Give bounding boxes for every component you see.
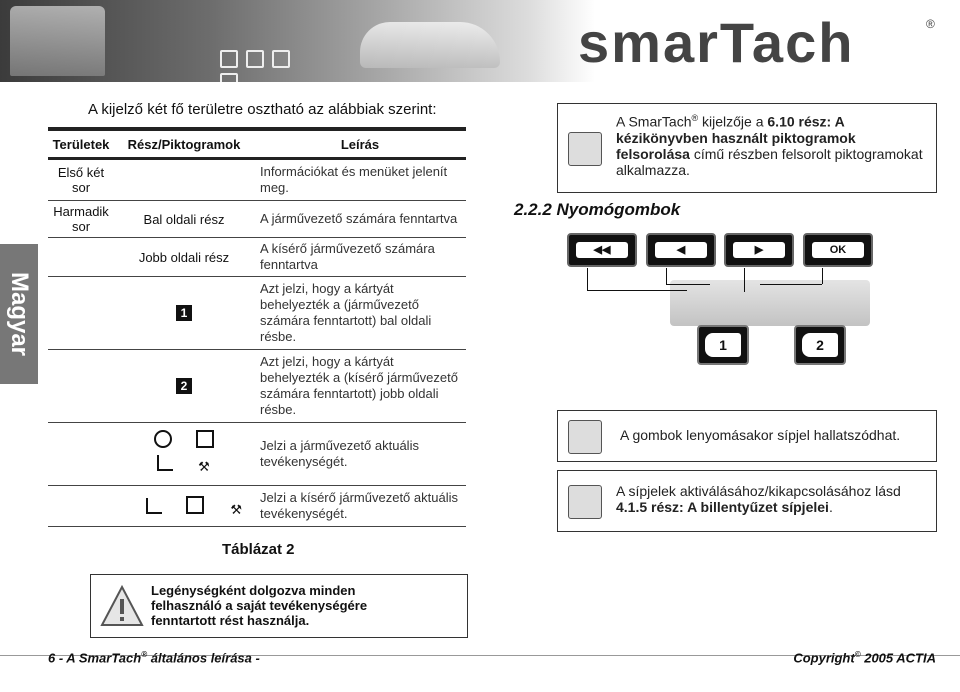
key-ok: OK [803,233,873,267]
card-slot-1-icon: 1 [176,305,192,321]
note-beep: A gombok lenyomásakor sípjel hallatszódhat. [557,410,937,462]
car-image [360,22,500,68]
logo-reg: ® [926,17,935,31]
intro-text: A kijelző két fő területre osztható az alábbiak szerint: [88,101,437,118]
key-back: ◀ [646,233,716,267]
table-row: Jobb oldali rész A kísérő járművezető számára fenntartva [48,238,466,277]
section-title: 2.2.2 Nyomógombok [514,200,681,219]
table-row: 1 Azt jelzi, hogy a kártyát behelyezték a (járművezető számára fenntartott) bal oldali résbe. [48,277,466,350]
table-caption: Táblázat 2 [222,541,295,558]
footer-copyright: Copyright© 2005 ACTIA [793,650,936,666]
logo-text: smarTach [578,14,855,74]
language-tab-label: Magyar [6,271,33,357]
rest-icon [154,430,172,448]
work-bed-icon [157,455,173,471]
availability-icon [186,496,204,514]
note-pictograms: A SmarTach® kijelzője a 6.10 rész: A kézikönyvben használt piktogramok felsorolása című részben felsorolt piktogramokat alkalmazza. [557,103,937,193]
table-row: 2 Azt jelzi, hogy a kártyát behelyezték a (kísérő járművezető számára fenntartott) jobb oldali résbe. [48,350,466,423]
tachograph-device [670,280,870,326]
bed-icon [146,498,162,514]
magnifier-book-icon [568,485,602,519]
table-row: Harmadik sor Bal oldali rész A járművezető számára fenntartva [48,201,466,238]
truck-image [10,6,105,76]
keypad-illustration [567,233,873,267]
key-forward: ▶ [724,233,794,267]
warning-icon [99,583,145,629]
warning-box [90,574,468,638]
table-row: ⚒ Jelzi a járművezető aktuális tevékenységét. [48,423,466,486]
footer-page: 6 - A SmarTach® általános leírása - [48,650,260,666]
table-row: ⚒ Jelzi a kísérő járművezető aktuális tevékenységét. [48,486,466,527]
header-part: Rész/Piktogramok [127,136,241,152]
key-fast-back: ◀◀ [567,233,637,267]
note-beep-settings: A sípjelek aktiválásához/kikapcsolásához lásd 4.1.5 rész: A billentyűzet sípjelei. [557,470,937,532]
banner-icons [220,50,320,74]
header-areas: Területek [52,136,110,152]
table-header [48,131,466,160]
availability-icon [196,430,214,448]
header-description: Leírás [340,136,380,152]
magnifier-book-icon [568,132,602,166]
card-key-1: 1 [697,325,749,365]
driver-activity-icons [114,430,254,478]
smartach-logo [578,14,938,74]
card-slot-2-icon: 2 [176,378,192,394]
display-areas-table [48,127,466,527]
card-key-2: 2 [794,325,846,365]
warning-text: Legénységként dolgozva minden felhasználó a saját tevékenységére fenntartott rést használja. [151,583,368,628]
language-tab [0,244,38,384]
table-row: Első két sor Információkat és menüket jelenít meg. [48,160,466,201]
hammer-icon: ⚒ [198,459,210,474]
pen-icon [568,420,602,454]
hammer-icon: ⚒ [230,501,242,517]
codriver-activity-icons [114,496,254,517]
